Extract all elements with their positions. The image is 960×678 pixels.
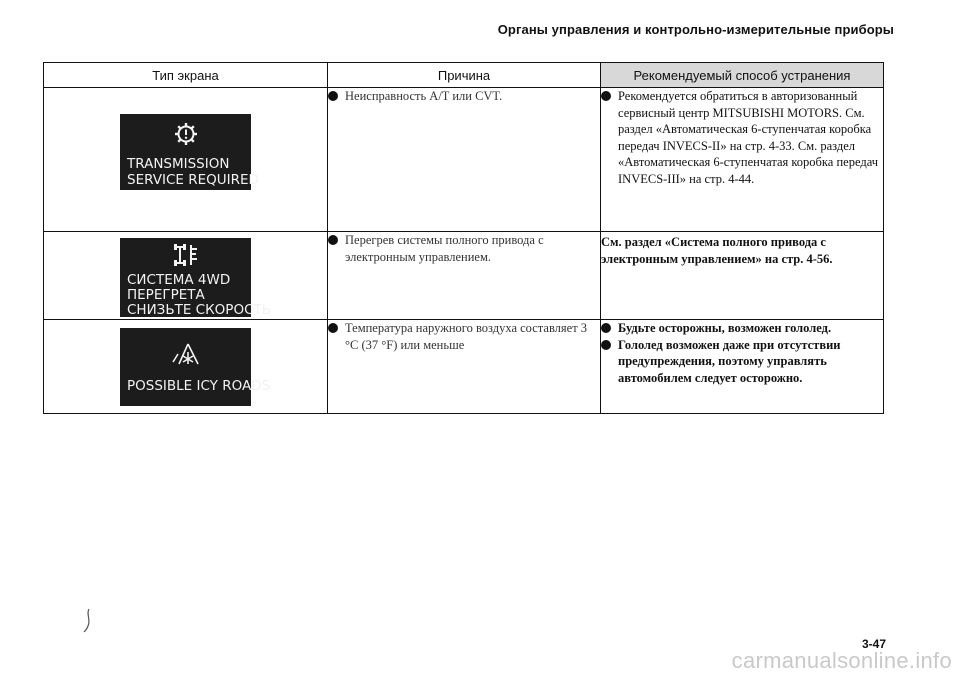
screen-type-cell	[44, 88, 328, 232]
pen-mark-decoration	[82, 608, 94, 634]
column-header-recommendation: Рекомендуемый способ устранения	[601, 63, 884, 88]
column-header-screen-type: Тип экрана	[44, 63, 328, 88]
display-line: POSSIBLE ICY ROADS	[127, 378, 271, 394]
display-line: СНИЗЬТЕ СКОРОСТЬ	[127, 302, 271, 318]
display-line: ПЕРЕГРЕТА	[127, 287, 205, 303]
recommendation-cell	[601, 232, 884, 320]
transmission-warning-icon	[120, 122, 251, 150]
bullet-icon	[601, 91, 611, 101]
recommendation-text: Рекомендуется обратиться в авторизованный сервисный центр MITSUBISHI MOTORS. См. раздел «Автоматическая 6-ступенчатая коробка передач INVECS-II» на стр. 4-33. См. раздел «Автоматическая 6-ступенчатая коробка передач INVECS-III» на стр. 4-44.	[618, 89, 879, 186]
reason-cell	[328, 320, 601, 414]
reason-text: Перегрев системы полного привода с электронным управлением.	[345, 233, 544, 264]
watermark: carmanualsonline.info	[731, 648, 952, 673]
table-header-row	[44, 63, 884, 88]
4wd-overheat-icon	[120, 243, 251, 273]
display-line: СИСТЕМА 4WD	[127, 272, 231, 288]
reason-cell	[328, 232, 601, 320]
transmission-display	[120, 114, 259, 190]
recommendation-text: Гололед возможен даже при отсутствии предупреждения, поэтому управлять автомобилем следует осторожно.	[618, 337, 841, 385]
bullet-icon	[601, 323, 611, 333]
bullet-icon	[328, 235, 338, 245]
reason-cell	[328, 88, 601, 232]
table-row	[44, 320, 884, 414]
recommendation-text: Будьте осторожны, возможен гололед.	[618, 321, 832, 335]
page-header: Органы управления и контрольно-измерительные приборы	[497, 22, 894, 37]
page-number: 3-47	[861, 637, 886, 651]
screen-type-cell	[44, 232, 328, 320]
screen-type-cell	[44, 320, 328, 414]
column-header-reason: Причина	[328, 63, 601, 88]
table-row	[44, 88, 884, 232]
warning-screens-table	[43, 62, 884, 414]
display-line: TRANSMISSION	[127, 156, 230, 172]
4wd-display	[120, 238, 271, 318]
icy-road-display	[120, 328, 271, 406]
bullet-icon	[328, 91, 338, 101]
icy-road-icon	[120, 342, 251, 370]
bullet-icon	[328, 323, 338, 333]
bullet-icon	[601, 340, 611, 350]
recommendation-text: См. раздел «Система полного привода с электронным управлением» на стр. 4-56.	[601, 235, 833, 266]
display-line: SERVICE REQUIRED	[127, 172, 259, 188]
reason-text: Неисправность A/T или CVT.	[345, 89, 503, 103]
recommendation-cell	[601, 320, 884, 414]
recommendation-cell	[601, 88, 884, 232]
table-row	[44, 232, 884, 320]
reason-text: Температура наружного воздуха составляет 3 °C (37 °F) или меньше	[345, 321, 588, 352]
